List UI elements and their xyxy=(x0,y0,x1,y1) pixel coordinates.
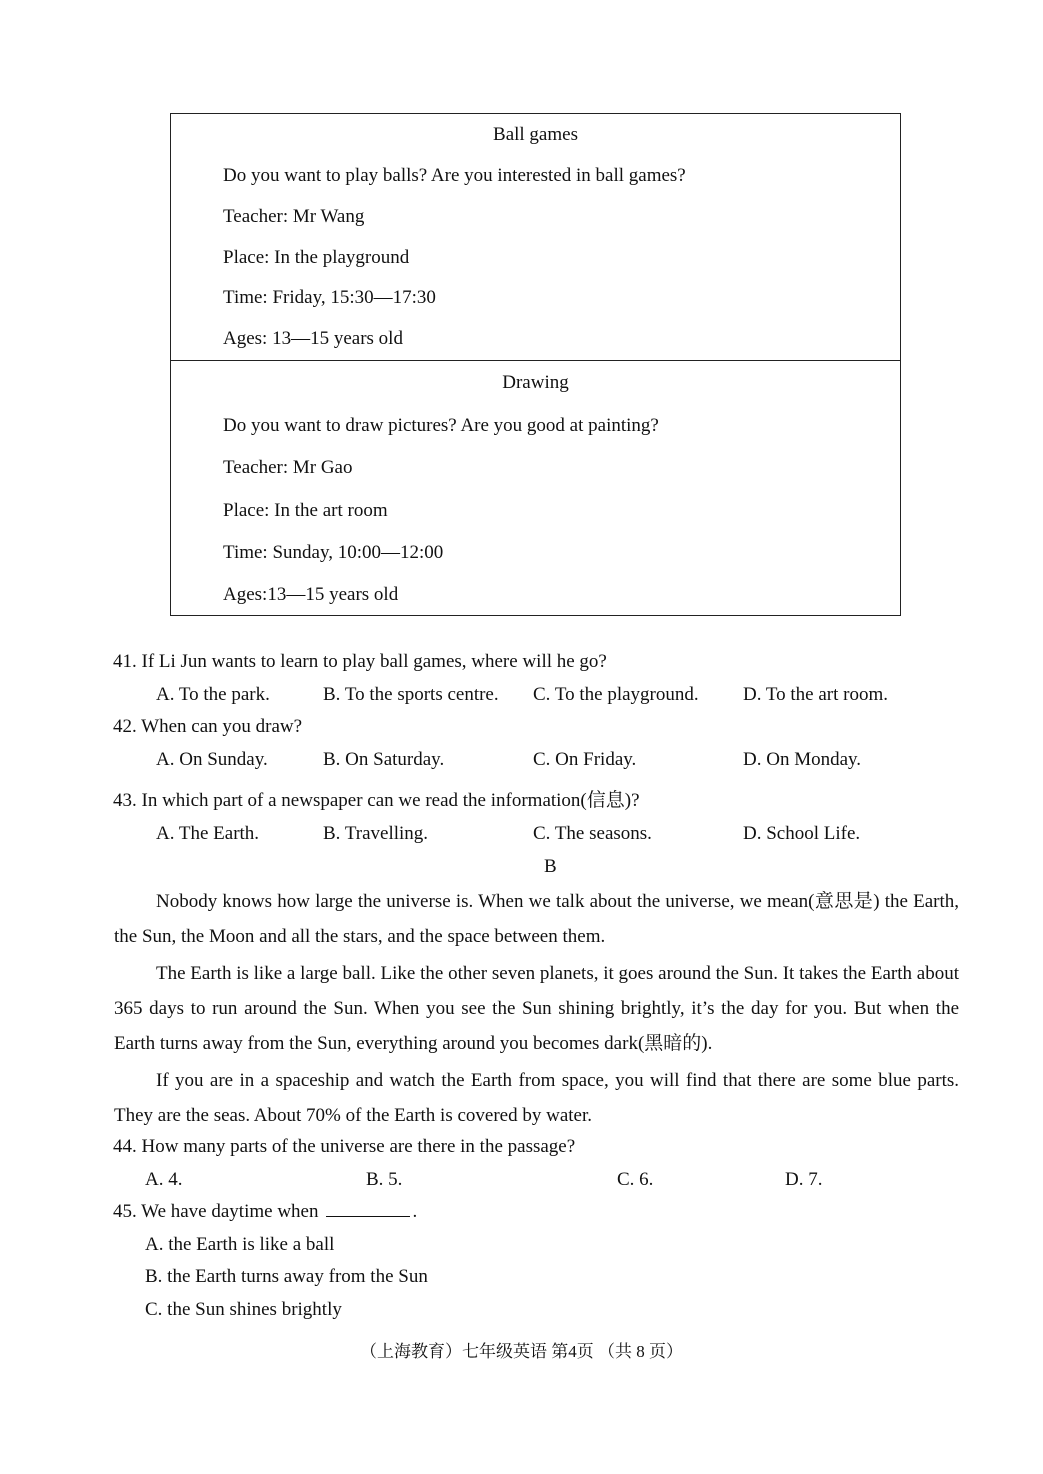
question-41-option-a[interactable]: A. To the park. xyxy=(156,684,270,705)
question-43-option-b[interactable]: B. Travelling. xyxy=(323,823,429,844)
question-42-option-a[interactable]: A. On Sunday. xyxy=(156,749,268,770)
section-b-heading: B xyxy=(544,856,557,877)
answer-blank[interactable] xyxy=(326,1202,410,1217)
passage-paragraph-2: The Earth is like a large ball. Like the other seven planets, it goes around the Sun. It takes the Earth about 365 days to run around the Sun. When you see the Sun shining brightly, it’s the day for you. But when the Earth turns away from the Sun, everything around you becomes dark(黑暗的). xyxy=(114,963,959,1054)
question-41-option-b[interactable]: B. To the sports centre. xyxy=(323,684,499,705)
notice-place: Place: In the art room xyxy=(223,500,388,521)
notice-teacher: Teacher: Mr Gao xyxy=(223,457,353,478)
notice-title: Ball games xyxy=(493,124,578,145)
notice-drawing xyxy=(170,360,901,616)
question-44-option-a[interactable]: A. 4. xyxy=(145,1169,183,1190)
question-45-stem xyxy=(113,1201,417,1223)
question-43-option-a[interactable]: A. The Earth. xyxy=(156,823,260,844)
question-44-option-d[interactable]: D. 7. xyxy=(785,1169,823,1190)
notice-line: Do you want to draw pictures? Are you good at painting? xyxy=(223,415,659,436)
question-42-option-c[interactable]: C. On Friday. xyxy=(533,749,637,770)
notice-time: Time: Friday, 15:30—17:30 xyxy=(223,287,436,308)
question-41-option-c[interactable]: C. To the playground. xyxy=(533,684,699,705)
notice-teacher: Teacher: Mr Wang xyxy=(223,206,365,227)
question-44-stem: 44. How many parts of the universe are there in the passage? xyxy=(113,1136,576,1157)
question-42-option-d[interactable]: D. On Monday. xyxy=(743,749,862,770)
question-45-stem-end: . xyxy=(412,1201,418,1222)
notice-time: Time: Sunday, 10:00—12:00 xyxy=(223,542,444,563)
question-45-stem-text: 45. We have daytime when xyxy=(113,1201,319,1222)
question-41-option-d[interactable]: D. To the art room. xyxy=(743,684,889,705)
question-45-option-b[interactable]: B. the Earth turns away from the Sun xyxy=(145,1266,428,1287)
page-footer: （上海教育）七年级英语 第4页 （共 8 页） xyxy=(360,1342,683,1361)
notice-line: Do you want to play balls? Are you interested in ball games? xyxy=(223,165,686,186)
question-42-stem: 42. When can you draw? xyxy=(113,716,303,737)
passage-paragraph-1: Nobody knows how large the universe is. When we talk about the universe, we mean(意思是) the Earth, the Sun, the Moon and all the stars, and the space between them. xyxy=(114,891,959,947)
notice-title: Drawing xyxy=(502,372,569,393)
question-44-option-b[interactable]: B. 5. xyxy=(366,1169,403,1190)
question-43-option-d[interactable]: D. School Life. xyxy=(743,823,861,844)
notice-ages: Ages: 13—15 years old xyxy=(223,328,403,349)
question-42-option-b[interactable]: B. On Saturday. xyxy=(323,749,445,770)
notice-ball-games xyxy=(170,113,901,361)
question-43-option-c[interactable]: C. The seasons. xyxy=(533,823,652,844)
notice-ages: Ages:13—15 years old xyxy=(223,584,399,605)
question-44-option-c[interactable]: C. 6. xyxy=(617,1169,654,1190)
question-45-option-a[interactable]: A. the Earth is like a ball xyxy=(145,1234,335,1255)
question-45-option-c[interactable]: C. the Sun shines brightly xyxy=(145,1299,342,1320)
passage-paragraph-3: If you are in a spaceship and watch the Earth from space, you will find that there are some blue parts. They are the seas. About 70% of the Earth is covered by water. xyxy=(114,1070,959,1126)
question-41-stem: 41. If Li Jun wants to learn to play ball games, where will he go? xyxy=(113,651,607,672)
notice-place: Place: In the playground xyxy=(223,247,410,268)
question-43-stem: 43. In which part of a newspaper can we read the information(信息)? xyxy=(113,790,640,811)
